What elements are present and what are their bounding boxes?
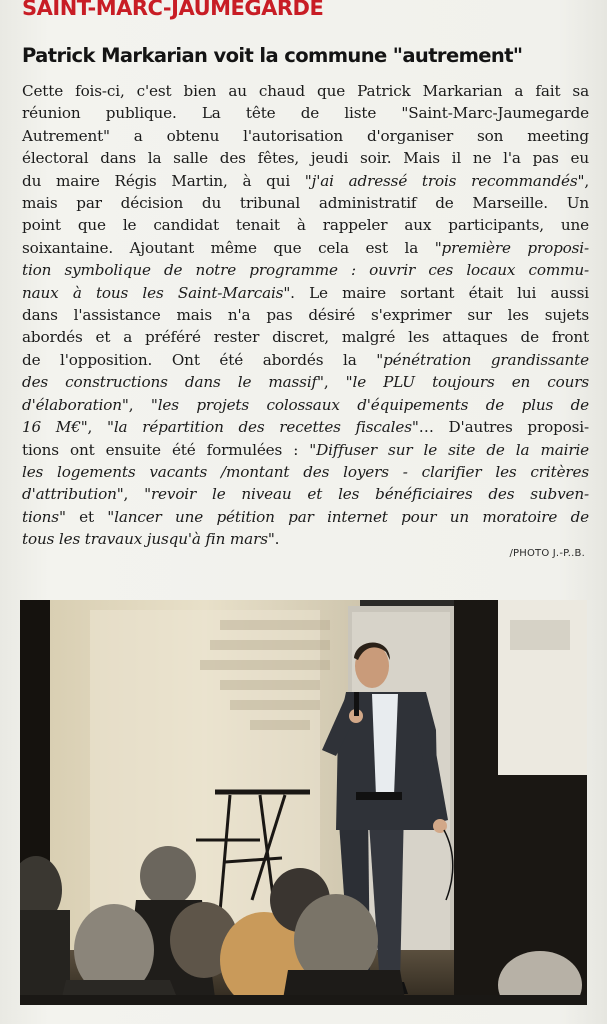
- article-text-run: Autrement" a obtenu l'autorisation d'organiser son meeting: [22, 126, 589, 145]
- article-quote-run: des constructions dans le massif: [22, 373, 318, 392]
- article-quote-run: naux à tous les Saint-Marcais: [22, 283, 284, 302]
- article-headline: Patrick Markarian voit la commune "autrement": [22, 44, 523, 67]
- article-quote-run: les logements vacants /montant des loyers - clarifier les critères: [22, 462, 589, 481]
- article-quote-run: 16 M€: [22, 418, 81, 437]
- article-quote-run: tous les travaux jusqu'à fin mars: [22, 530, 268, 549]
- article-text-run: Cette fois-ci, c'est bien au chaud que Patrick Markarian a fait sa: [22, 82, 589, 100]
- article-line: [22, 170, 589, 192]
- article-text-run: électoral dans la salle des fêtes, jeudi soir. Mais il ne l'a pas eu: [22, 149, 589, 168]
- article-line: [22, 192, 589, 214]
- article-quote-run: j'ai adressé trois recommandés: [311, 171, 578, 190]
- article-text-run: mais par décision du tribunal administratif de Marseille. Un: [22, 194, 589, 213]
- article-text-run: ".: [267, 530, 280, 549]
- meeting-photo-illustration: [20, 600, 587, 1005]
- article-quote-run: pénétration grandissante: [383, 350, 589, 369]
- article-quote-run: d'attribution: [22, 485, 117, 504]
- article-line: [22, 349, 589, 371]
- article-quote-run: d'élaboration: [22, 395, 122, 414]
- article-quote-run: la répartition des recettes fiscales: [113, 418, 412, 437]
- article-line: [22, 326, 589, 348]
- article-text-run: ", ": [317, 373, 353, 392]
- article-quote-run: tions: [22, 507, 59, 526]
- article-line: [22, 125, 589, 147]
- article-line: [22, 394, 589, 416]
- article-quote-run: lancer une pétition par internet pour un moratoire de: [114, 507, 589, 526]
- article-body: [22, 80, 589, 551]
- article-text-run: soixantaine. Ajoutant même que cela est la ": [22, 238, 442, 257]
- article-line: [22, 506, 589, 528]
- article-text-run: ", ": [121, 395, 158, 414]
- article-quote-run: Diffuser sur le site de la mairie: [316, 440, 589, 459]
- article-quote-run: tion symbolique de notre programme : ouvrir ces locaux commu-: [22, 261, 589, 280]
- article-quote-run: revoir le niveau et les bénéficiaires des subven-: [150, 485, 589, 504]
- article-line: [22, 483, 589, 505]
- photo-credit: /PHOTO J.-P..B.: [509, 548, 585, 559]
- meeting-photo: [20, 600, 587, 1005]
- article-line: [22, 237, 589, 259]
- article-text-run: " et ": [58, 507, 115, 526]
- article-line: [22, 147, 589, 169]
- article-line: [22, 416, 589, 438]
- article-line: [22, 528, 589, 550]
- article-text-run: dans l'assistance mais n'a pas désiré s'exprimer sur les sujets: [22, 306, 589, 325]
- article-line: [22, 304, 589, 326]
- article-line: [22, 439, 589, 461]
- article-quote-run: le PLU toujours en cours: [352, 373, 589, 392]
- article-text-run: réunion publique. La tête de liste "Saint-Marc-Jaumegarde: [22, 104, 589, 123]
- article-line: [22, 461, 589, 483]
- article-line: [22, 371, 589, 393]
- article-text-run: ", ": [80, 418, 114, 437]
- article-line: [22, 80, 589, 102]
- article-text-run: tions ont ensuite été formulées : ": [22, 440, 317, 459]
- article-text-run: abordés et a préféré rester discret, malgré les attaques de front: [22, 328, 589, 347]
- article-quote-run: première proposi-: [441, 238, 589, 257]
- article-line: [22, 214, 589, 236]
- section-kicker: SAINT-MARC-JAUMEGARDE: [22, 0, 324, 20]
- article-line: [22, 259, 589, 281]
- article-line: [22, 102, 589, 124]
- article-text-run: ", ": [116, 485, 151, 504]
- article-text-run: point que le candidat tenait à rappeler aux participants, une: [22, 216, 589, 235]
- article-text-run: de l'opposition. Ont été abordés la ": [22, 350, 384, 369]
- microphone: [354, 692, 359, 716]
- article-quote-run: les projets colossaux d'équipements de plus de: [157, 395, 589, 414]
- article-text-run: "… D'autres proposi-: [411, 418, 589, 437]
- article-text-run: ",: [577, 171, 589, 190]
- article-text-run: du maire Régis Martin, à qui ": [22, 171, 312, 190]
- article-text-run: ". Le maire sortant était lui aussi: [283, 283, 589, 302]
- article-line: [22, 282, 589, 304]
